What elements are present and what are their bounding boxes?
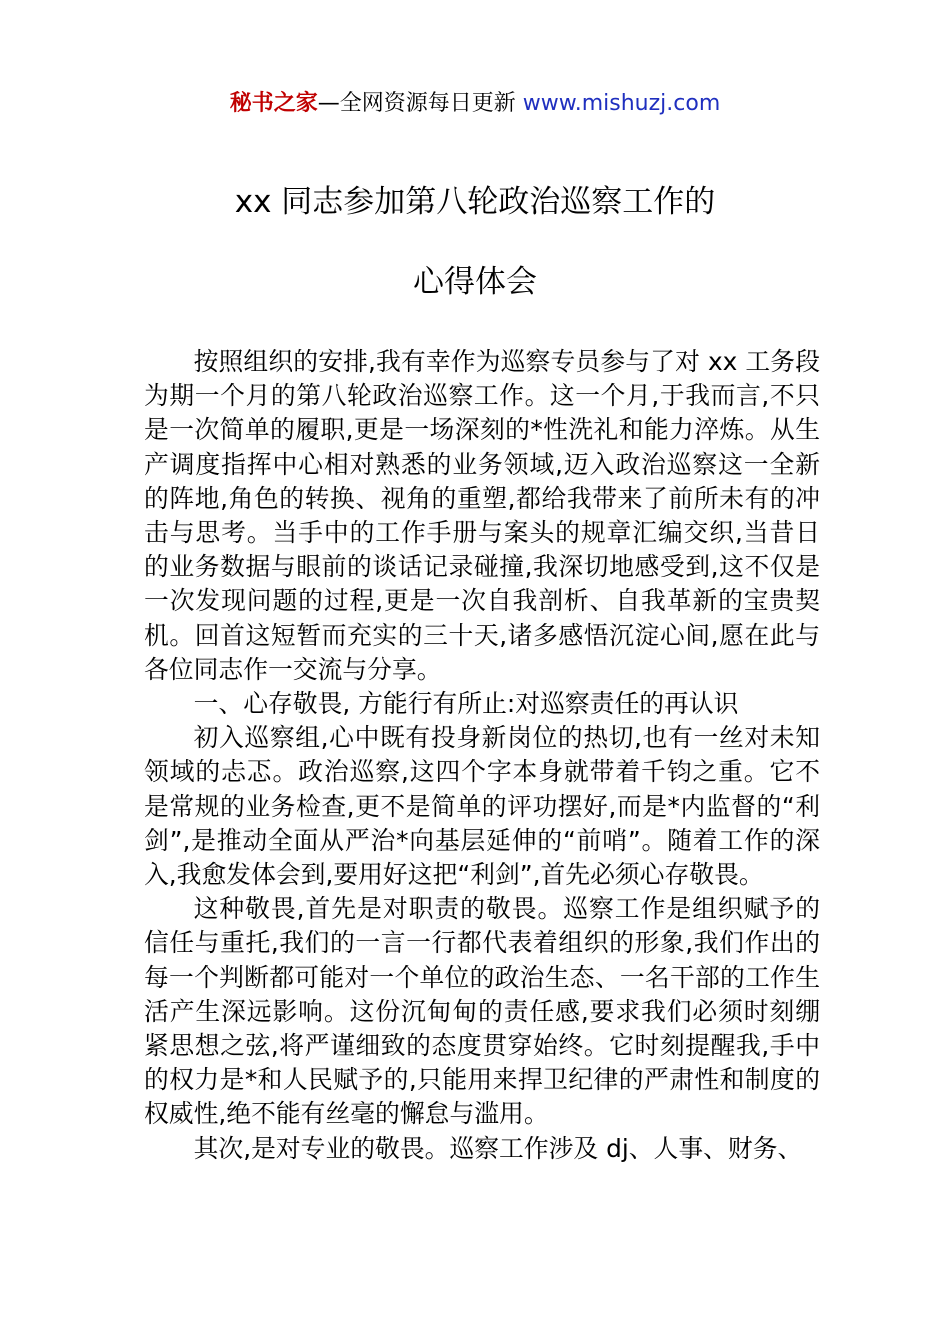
body-paragraph: 这种敬畏,首先是对职责的敬畏。巡察工作是组织赋予的信任与重托,我们的一言一行都代表着组织的形象,我们作出的每一个判断都可能对一个单位的政治生态、一名干部的工作生活产生深远影响。这份沉甸甸的责任感,要求我们必须时刻绷紧思想之弦,将严谨细致的态度贯穿始终。它时刻提醒我,手中的权力是*和人民赋予的,只能用来捍卫纪律的严肃性和制度的权威性,绝不能有丝毫的懈怠与滥用。: [144, 894, 820, 1129]
intro-paragraph: 按照组织的安排,我有幸作为巡察专员参与了对 xx 工务段为期一个月的第八轮政治巡察工作。这一个月,于我而言,不只是一次简单的履职,更是一场深刻的*性洗礼和能力淬炼。从生产调度指挥中心相对熟悉的业务领域,迈入政治巡察这一全新的阵地,角色的转换、视角的重塑,都给我带来了前所未有的冲击与思考。当手中的工作手册与案头的规章汇编交织,当昔日的业务数据与眼前的谈话记录碰撞,我深切地感受到,这不仅是一次发现问题的过程,更是一次自我剖析、自我革新的宝贵契机。回首这短暂而充实的三十天,诸多感悟沉淀心间,愿在此与各位同志作一交流与分享。: [144, 347, 820, 684]
section-heading-1: 一、心存敬畏, 方能行有所止:对巡察责任的再认识: [193, 689, 739, 719]
document-body: [144, 345, 820, 1166]
site-url-link[interactable]: www.mishuzj.com: [522, 91, 721, 116]
title-line-2: 心得体会: [413, 264, 537, 300]
site-header: [0, 86, 950, 122]
site-tagline: —全网资源每日更新: [317, 91, 523, 116]
title-line-1: xx 同志参加第八轮政治巡察工作的: [234, 184, 716, 220]
body-paragraph: 其次,是对专业的敬畏。巡察工作涉及 dj、人事、财务、: [193, 1133, 803, 1163]
body-paragraph: 初入巡察组,心中既有投身新岗位的热切,也有一丝对未知领域的忐忑。政治巡察,这四个字本身就带着千钧之重。它不是常规的业务检查,更不是简单的评功摆好,而是*内监督的“利剑”,是推动全面从严治*向基层延伸的“前哨”。随着工作的深入,我愈发体会到,要用好这把“利剑”,首先必须心存敬畏。: [144, 723, 820, 890]
document-title: [0, 162, 950, 322]
site-brand: 秘书之家: [229, 91, 318, 116]
